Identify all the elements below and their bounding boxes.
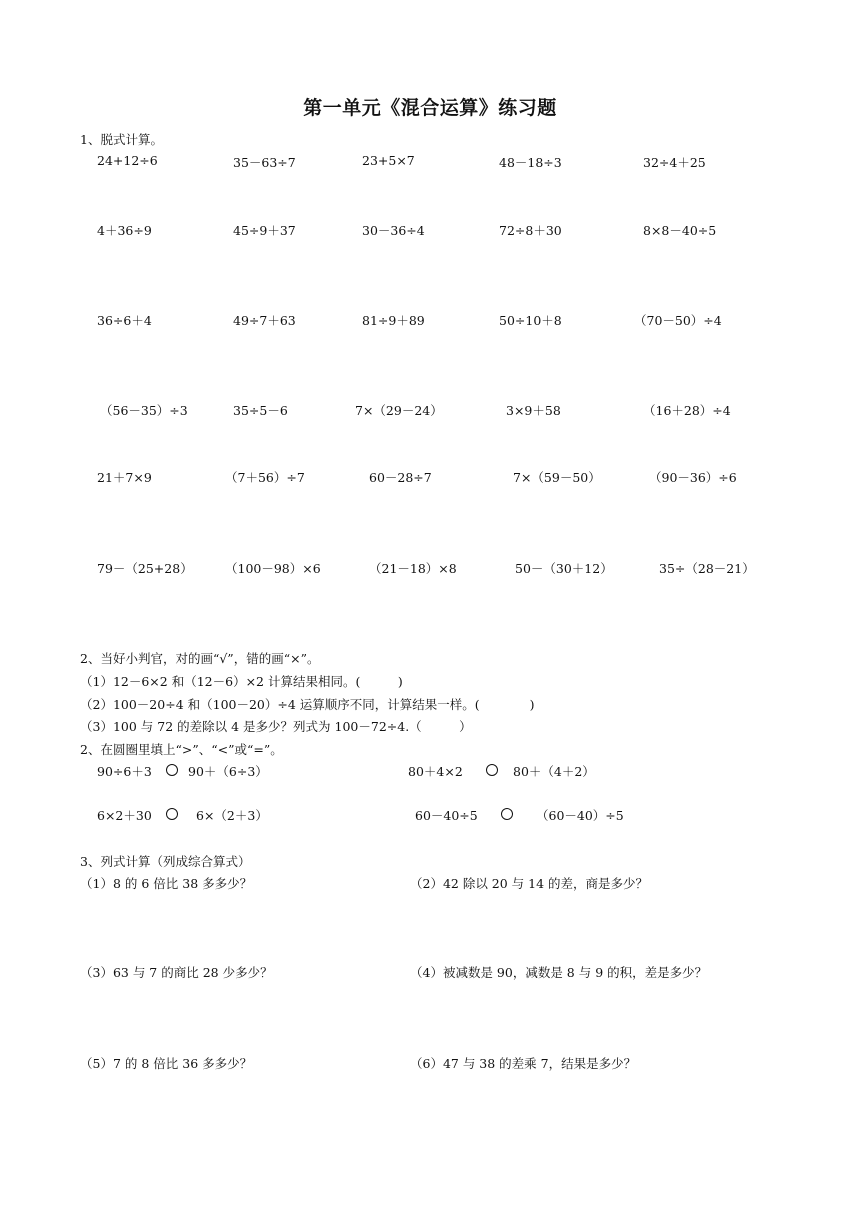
expression-item: 21＋7×9: [97, 470, 152, 485]
answer-circle[interactable]: [166, 764, 178, 776]
expression-item: （100－98）×6: [225, 561, 321, 576]
judge-item-3: （3）100 与 72 的差除以 4 是多少？列式为 100－72÷4.（ ）: [80, 719, 472, 734]
judge-item-1: （1）12－6×2 和（12－6）×2 计算结果相同。( ): [80, 674, 403, 689]
expression-item: 50÷10＋8: [499, 313, 562, 328]
expression-item: 3×9＋58: [506, 403, 561, 418]
expression-item: （70－50）÷4: [634, 313, 722, 328]
word-problem-5: （5）7 的 8 倍比 36 多多少？: [80, 1056, 253, 1071]
answer-circle[interactable]: [166, 808, 178, 820]
expression-item: 7×（59－50）: [513, 470, 601, 485]
expression-item: 23+5×7: [362, 153, 415, 168]
expression-item: 36÷6＋4: [97, 313, 152, 328]
word-problem-1: （1）8 的 6 倍比 38 多多少？: [80, 876, 253, 891]
expression-item: （90－36）÷6: [649, 470, 737, 485]
comparison-expression: 80＋（4＋2）: [513, 764, 595, 779]
comparison-expression: 90＋（6÷3）: [188, 764, 268, 779]
answer-circle[interactable]: [501, 808, 513, 820]
section-4-heading: 3、列式计算（列成综合算式）: [80, 854, 251, 869]
section-3-heading: 2、在圆圈里填上“>”、“<”或“=”。: [80, 742, 283, 757]
expression-item: 35÷（28－21）: [659, 561, 755, 576]
answer-circle[interactable]: [486, 764, 498, 776]
word-problem-2: （2）42 除以 20 与 14 的差，商是多少？: [410, 876, 649, 891]
comparison-expression: 90÷6＋3: [97, 764, 152, 779]
comparison-expression: （60－40）÷5: [536, 808, 624, 823]
expression-item: （7＋56）÷7: [225, 470, 305, 485]
expression-item: 4＋36÷9: [97, 223, 152, 238]
expression-item: （56－35）÷3: [100, 403, 188, 418]
word-problem-6: （6）47 与 38 的差乘 7，结果是多少？: [410, 1056, 637, 1071]
expression-item: 72÷8＋30: [499, 223, 562, 238]
judge-item-2: （2）100－20÷4 和（100－20）÷4 运算顺序不同，计算结果一样。( ): [80, 697, 535, 712]
expression-item: 8×8－40÷5: [643, 223, 717, 238]
word-problem-4: （4）被减数是 90，减数是 8 与 9 的积，差是多少？: [410, 965, 708, 980]
section-1-heading: 1、脱式计算。: [80, 132, 163, 147]
expression-item: 45÷9＋37: [233, 223, 296, 238]
comparison-expression: 80＋4×2: [408, 764, 463, 779]
section-2-heading: 2、当好小判官，对的画“√”，错的画“×”。: [80, 651, 320, 666]
expression-item: 81÷9＋89: [362, 313, 425, 328]
comparison-expression: 6×（2＋3）: [196, 808, 268, 823]
expression-item: （21－18）×8: [369, 561, 457, 576]
expression-item: （16＋28）÷4: [643, 403, 731, 418]
expression-item: 7×（29－24）: [355, 403, 443, 418]
expression-item: 24+12÷6: [97, 153, 158, 168]
expression-item: 48－18÷3: [499, 155, 562, 170]
expression-item: 32÷4＋25: [643, 155, 706, 170]
expression-item: 35÷5－6: [233, 403, 288, 418]
expression-item: 49÷7＋63: [233, 313, 296, 328]
comparison-expression: 6×2＋30: [97, 808, 152, 823]
expression-item: 35－63÷7: [233, 155, 296, 170]
page-title: 第一单元《混合运算》练习题: [303, 97, 557, 119]
expression-item: 60－28÷7: [369, 470, 432, 485]
expression-item: 79－（25+28）: [97, 561, 193, 576]
comparison-expression: 60－40÷5: [415, 808, 478, 823]
word-problem-3: （3）63 与 7 的商比 28 少多少？: [80, 965, 273, 980]
expression-item: 50－（30＋12）: [515, 561, 613, 576]
expression-item: 30－36÷4: [362, 223, 425, 238]
